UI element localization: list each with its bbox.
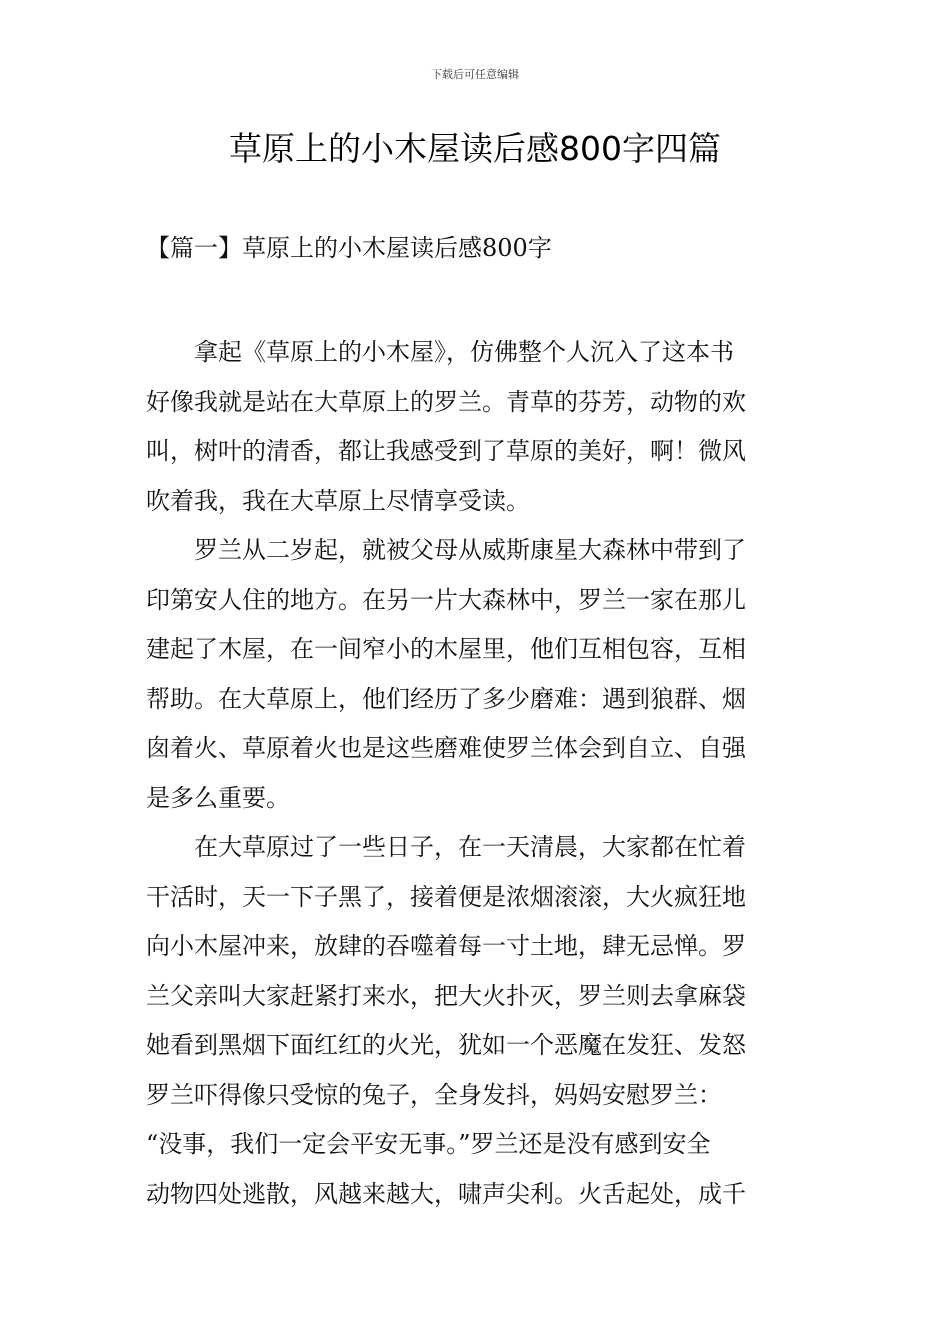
header-note: 下载后可任意编辑 (431, 68, 519, 81)
paragraph-1: 拿起《草原上的小木屋》，仿佛整个人沉入了这本书 好像我就是站在大草原上的罗兰。青草的芬芳，动物的欢 叫，树叶的清香，都让我感受到了草原的美好，啊！微风 吹着我，我在大草原上尽情享受读。 (146, 338, 746, 515)
body-text (146, 328, 811, 1219)
document-title: 草原上的小木屋读后感800字四篇 (229, 129, 721, 168)
section-heading: 【篇一】草原上的小木屋读后感800字 (146, 234, 552, 262)
paragraph-2: 罗兰从二岁起，就被父母从威斯康星大森林中带到了 印第安人住的地方。在另一片大森林中，罗兰一家在那儿 建起了木屋，在一间窄小的木屋里，他们互相包容，互相 帮助。在大草原上，他们经历了多少磨难：遇到狼群、烟 囱着火、草原着火也是这些磨难使罗兰体会到自立、自强 是多么重要。 (146, 536, 746, 812)
paragraph-3: 在大草原过了一些日子，在一天清晨，大家都在忙着 干活时，天一下子黑了，接着便是浓烟滚滚，大火疯狂地 向小木屋冲来，放肆的吞噬着每一寸土地，肆无忌惮。罗 兰父亲叫大家赶紧打来水，把大火扑灭，罗兰则去拿麻袋 她看到黑烟下面红红的火光，犹如一个恶魔在发狂、发怒 罗兰吓得像只受惊的兔子，全身发抖，妈妈安慰罗兰： “没事，我们一定会平安无事。”罗兰还是没有感到安全 动物四处逃散，风越来越大，啸声尖利。火舌起处，成千 (146, 833, 746, 1208)
